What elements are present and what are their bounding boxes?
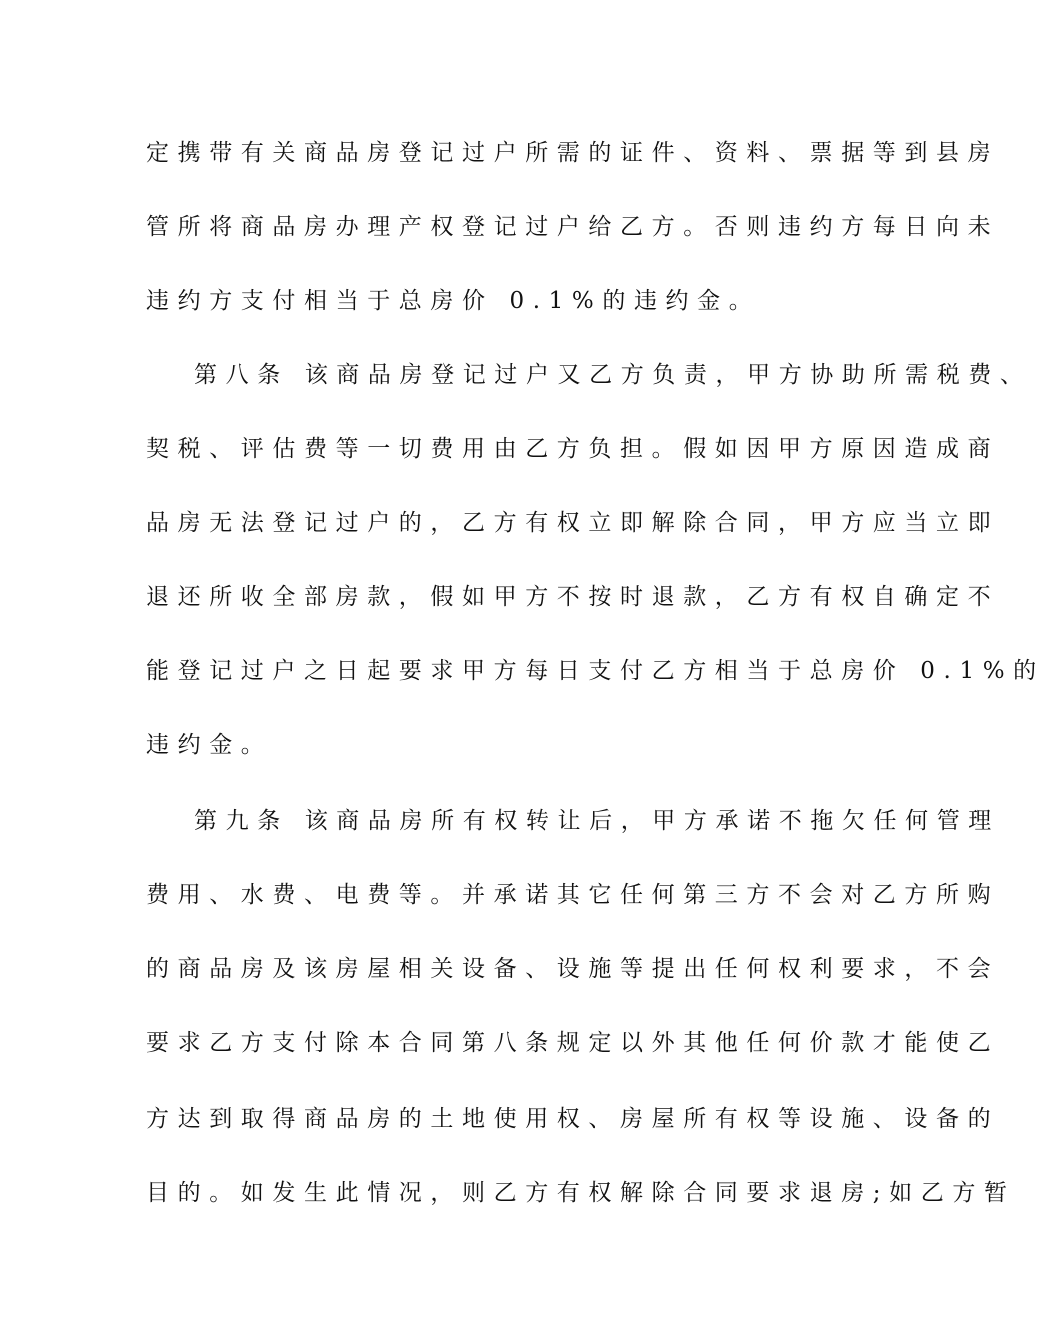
text-line-article-8-start: 第八条 该商品房登记过户又乙方负责，甲方协助所需税费、	[194, 362, 1032, 388]
text-line: 目的。如发生此情况，则乙方有权解除合同要求退房;如乙方暂	[146, 1180, 1016, 1206]
text-line: 要求乙方支付除本合同第八条规定以外其他任何价款才能使乙	[146, 1030, 1000, 1056]
text-line-article-9-start: 第九条 该商品房所有权转让后，甲方承诺不拖欠任何管理	[194, 808, 1000, 834]
text-line: 退还所收全部房款，假如甲方不按时退款，乙方有权自确定不	[146, 584, 1000, 610]
text-line: 定携带有关商品房登记过户所需的证件、资料、票据等到县房	[146, 140, 1000, 166]
text-line: 违约金。	[146, 732, 273, 758]
text-line: 品房无法登记过户的，乙方有权立即解除合同，甲方应当立即	[146, 510, 1000, 536]
text-line: 管所将商品房办理产权登记过户给乙方。否则违约方每日向未	[146, 214, 1000, 240]
text-line: 能登记过户之日起要求甲方每日支付乙方相当于总房价 0.1%的	[146, 658, 1045, 684]
text-line: 违约方支付相当于总房价 0.1%的违约金。	[146, 288, 761, 314]
text-line: 的商品房及该房屋相关设备、设施等提出任何权利要求，不会	[146, 956, 1000, 982]
text-line: 契税、评估费等一切费用由乙方负担。假如因甲方原因造成商	[146, 436, 1000, 462]
text-line: 费用、水费、电费等。并承诺其它任何第三方不会对乙方所购	[146, 882, 1000, 908]
text-line: 方达到取得商品房的土地使用权、房屋所有权等设施、设备的	[146, 1106, 1000, 1132]
